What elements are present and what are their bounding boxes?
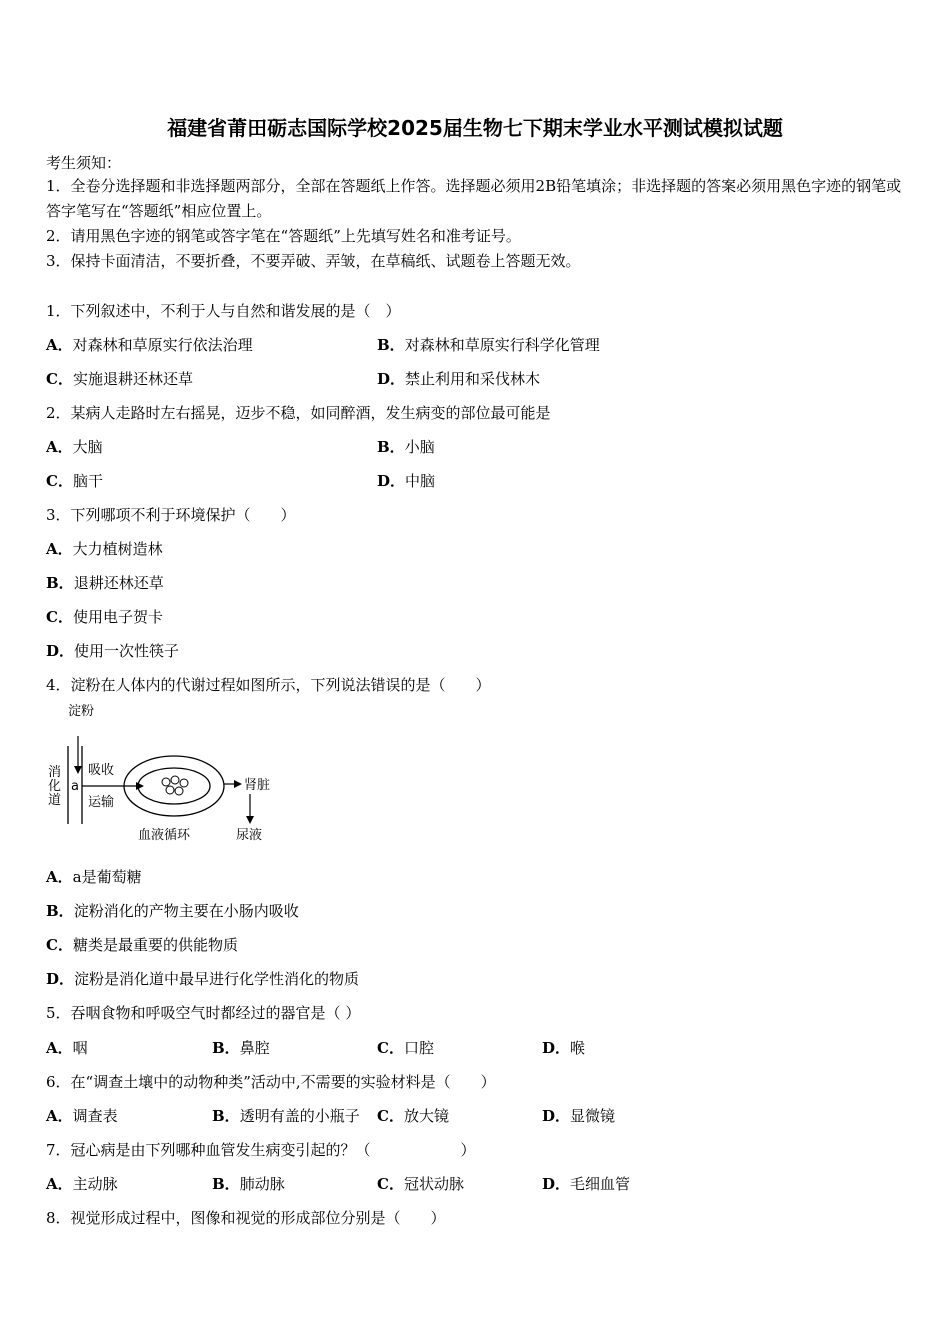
question-stem-6: 6．在“调查土壤中的动物种类”活动中,不需要的实验材料是（ ）	[46, 1073, 496, 1091]
option-6a: A．调查表	[46, 1107, 118, 1125]
option-1d: D．禁止利用和采伐林木	[377, 370, 541, 388]
starch-metabolism-diagram	[44, 706, 284, 846]
notice-item-1: 1．全卷分选择题和非选择题两部分，全部在答题纸上作答。选择题必须用2B铅笔填涂；非选择题的答案必须用黑色字迹的钢笔或答字笔写在“答题纸”相应位置上。	[46, 177, 902, 220]
option-1b: B．对森林和草原实行科学化管理	[377, 336, 600, 354]
cell-2	[171, 776, 179, 784]
option-4d: D．淀粉是消化道中最早进行化学性消化的物质	[46, 970, 360, 988]
notice-item-2: 2．请用黑色字迹的钢笔或答字笔在“答题纸”上先填写姓名和准考证号。	[46, 227, 521, 245]
circulation-label: 血液循环	[138, 828, 191, 843]
notice-heading: 考生须知：	[46, 154, 122, 172]
option-2b: B．小脑	[377, 438, 435, 456]
option-1a: A．对森林和草原实行依法治理	[46, 336, 253, 354]
question-stem-3: 3．下列哪项不利于环境保护（ ）	[46, 506, 296, 524]
option-4c: C．糖类是最重要的供能物质	[46, 936, 238, 954]
option-2c: C．脑干	[46, 472, 103, 490]
option-4b: B．淀粉消化的产物主要在小肠内吸收	[46, 902, 299, 920]
option-7d: D．毛细血管	[542, 1175, 631, 1193]
question-stem-1: 1．下列叙述中，不利于人与自然和谐发展的是（ ）	[46, 302, 401, 320]
question-stem-7: 7．冠心病是由下列哪种血管发生病变引起的？（ ）	[46, 1141, 476, 1159]
question-stem-2: 2．某病人走路时左右摇晃，迈步不稳，如同醉酒，发生病变的部位最可能是	[46, 404, 551, 422]
option-6b: B．透明有盖的小瓶子	[212, 1107, 360, 1125]
starch-vertical-label: 淀粉	[68, 704, 95, 719]
cell-4	[166, 786, 174, 794]
option-7c: C．冠状动脉	[377, 1175, 464, 1193]
option-3a: A．大力植树造林	[46, 540, 163, 558]
urine-arrowhead	[246, 816, 254, 824]
question-stem-4: 4．淀粉在人体内的代谢过程如图所示，下列说法错误的是（ ）	[46, 676, 491, 694]
option-2a: A．大脑	[46, 438, 103, 456]
option-3c: C．使用电子贺卡	[46, 608, 163, 626]
option-6c: C．放大镜	[377, 1107, 449, 1125]
option-5b: B．鼻腔	[212, 1039, 270, 1057]
label-a: a	[71, 779, 79, 794]
cell-5	[175, 787, 183, 795]
urine-label: 尿液	[236, 828, 263, 843]
option-2d: D．中脑	[377, 472, 436, 490]
option-6d: D．显微镜	[542, 1107, 616, 1125]
absorb-arrowhead	[136, 782, 144, 790]
cell-1	[162, 778, 170, 786]
kidney-arrowhead	[234, 780, 242, 788]
kidney-label: 肾脏	[244, 778, 271, 793]
question-stem-5: 5．吞咽食物和呼吸空气时都经过的器官是（ ）	[46, 1004, 361, 1022]
option-5a: A．咽	[46, 1039, 88, 1057]
tract-label-1: 消	[48, 765, 62, 780]
transport-label: 运输	[88, 795, 115, 810]
option-7b: B．肺动脉	[212, 1175, 285, 1193]
option-1c: C．实施退耕还林还草	[46, 370, 193, 388]
option-7a: A．主动脉	[46, 1175, 118, 1193]
option-3d: D．使用一次性筷子	[46, 642, 180, 660]
starch-arrowhead	[74, 766, 82, 774]
question-stem-8: 8．视觉形成过程中，图像和视觉的形成部位分别是（ ）	[46, 1209, 446, 1227]
option-3b: B．退耕还林还草	[46, 574, 164, 592]
option-4a: A．a是葡萄糖	[46, 868, 142, 886]
page-title: 福建省莆田砺志国际学校2025届生物七下期末学业水平测试模拟试题	[167, 116, 783, 140]
cell-3	[180, 779, 188, 787]
absorb-label: 吸收	[88, 763, 115, 778]
tract-label-2: 化	[48, 779, 62, 794]
circulation-inner	[138, 768, 210, 804]
tract-label-3: 道	[48, 793, 62, 808]
option-5c: C．口腔	[377, 1039, 434, 1057]
option-5d: D．喉	[542, 1039, 586, 1057]
notice-item-3: 3．保持卡面清洁，不要折叠，不要弄破、弄皱，在草稿纸、试题卷上答题无效。	[46, 252, 581, 270]
